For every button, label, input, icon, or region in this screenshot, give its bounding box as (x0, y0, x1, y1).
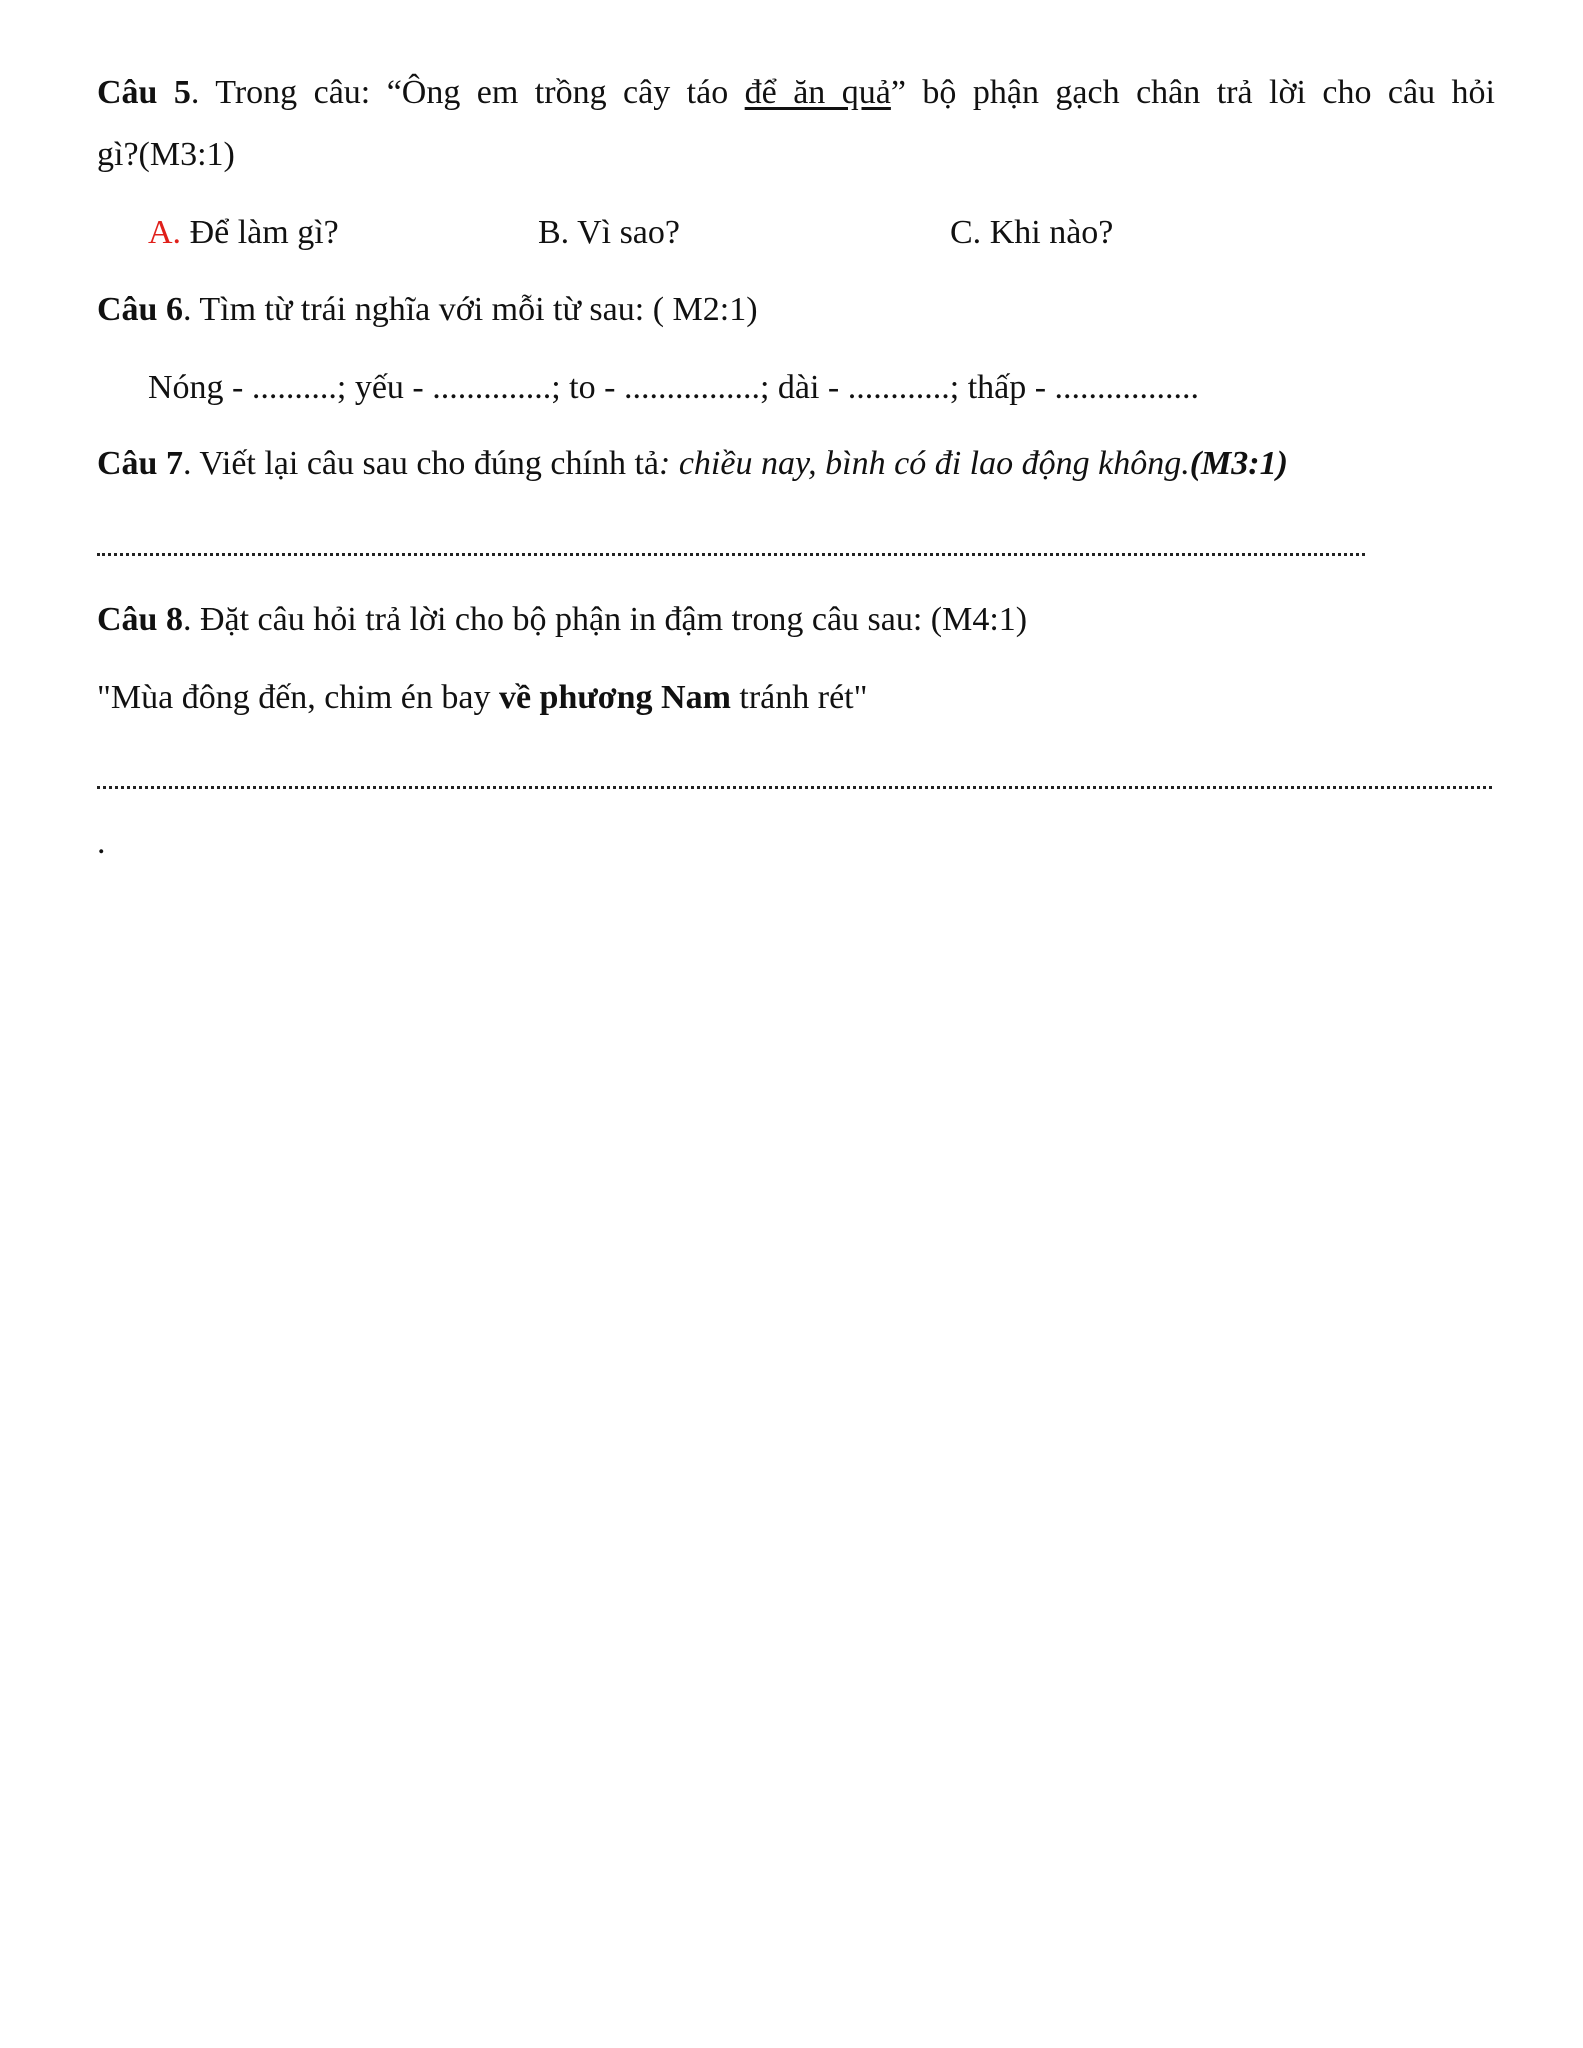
question-7-sentence: : chiều nay, bình có đi lao động không. (659, 445, 1190, 482)
question-7-text: . Viết lại câu sau cho đúng chính tả (182, 445, 660, 482)
question-5-underlined-phrase: để ăn quả (744, 74, 891, 111)
question-5-line-2: gì?(M3:1) (97, 136, 235, 173)
question-5-number: Câu 5 (97, 74, 191, 111)
option-b-text: Vì sao? (569, 214, 680, 251)
question-8-answer-dots (97, 786, 1492, 789)
question-5-suffix: ” bộ phận gạch chân trả lời cho câu hỏi (890, 74, 1495, 111)
question-7-line (97, 447, 1288, 481)
option-c (950, 216, 1113, 250)
question-8-quote-suffix: tránh rét" (730, 679, 868, 716)
question-6-text: . Tìm từ trái nghĩa với mỗi từ sau: ( M2:1) (182, 291, 758, 328)
option-b-letter: B. (538, 214, 570, 251)
question-8-text: . Đặt câu hỏi trả lời cho bộ phận in đậm trong câu sau: (M4:1) (182, 601, 1028, 638)
question-5-line-1 (97, 76, 1495, 110)
option-a-text: Để làm gì? (181, 214, 339, 251)
question-5-prefix: . Trong câu: “Ông em trồng cây táo (190, 74, 745, 111)
question-7-answer-dots (97, 553, 1365, 556)
option-c-letter: C. (950, 214, 982, 251)
question-8-quote-prefix: "Mùa đông đến, chim én bay (97, 679, 499, 716)
question-6-number: Câu 6 (97, 291, 183, 328)
option-c-text: Khi nào? (981, 214, 1114, 251)
option-b (538, 216, 680, 250)
trailing-dot: . (97, 824, 106, 861)
question-7-mark: (M3:1) (1189, 445, 1288, 482)
question-8-number: Câu 8 (97, 601, 183, 638)
question-8-quote (97, 681, 868, 715)
option-a-letter: A. (148, 214, 182, 251)
option-a (148, 216, 339, 250)
question-6-line (97, 293, 758, 327)
question-8-quote-bold: về phương Nam (498, 679, 731, 716)
question-6-answer-line: Nóng - ..........; yếu - ..............; to - ................; dài - ............; thấp - ................. (148, 369, 1200, 406)
question-8-line (97, 603, 1027, 637)
question-7-number: Câu 7 (97, 445, 183, 482)
